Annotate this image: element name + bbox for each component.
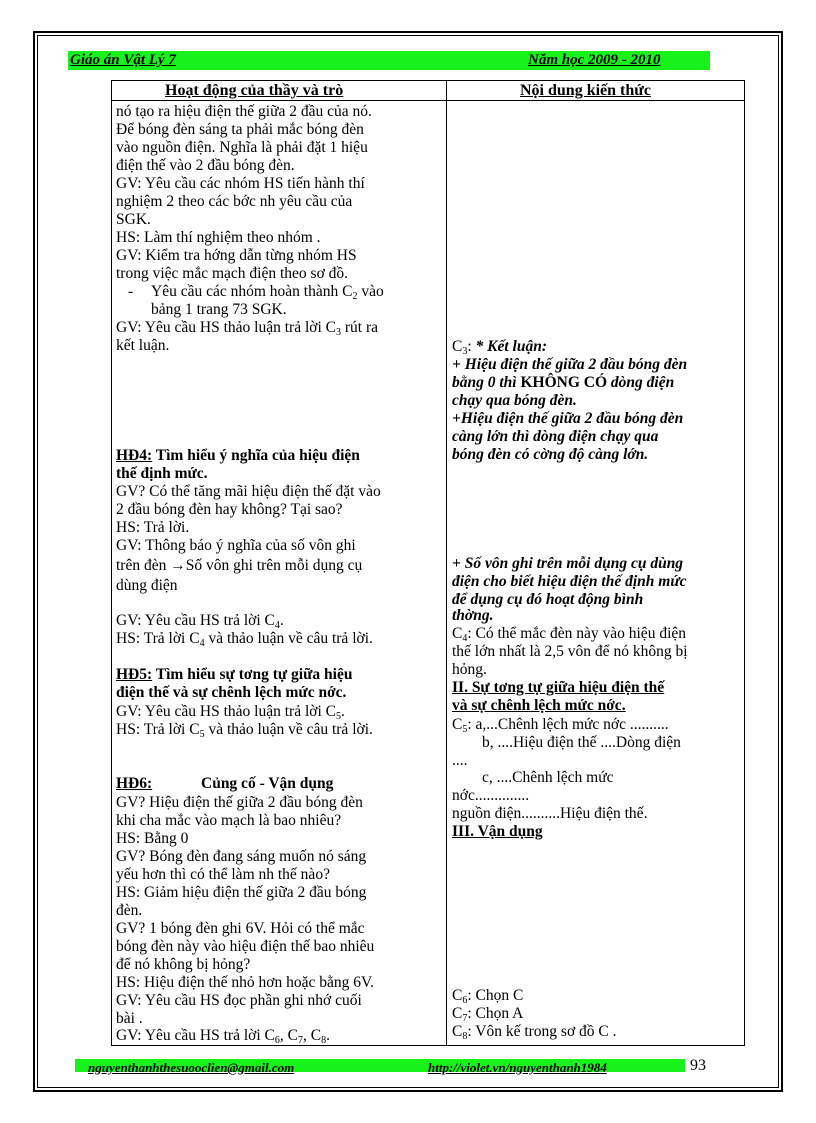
conclusion-line: bóng đèn có cờng độ càng lớn. [452,446,649,463]
c5-answer-c: c, ....Chênh lệch mức [482,769,614,786]
text-line: HS: Bằng 0 [116,830,189,847]
c4-answer-cont: hỏng. [452,661,487,678]
arrow-right-icon: → [170,557,186,574]
text-line: SGK. [116,211,151,228]
conclusion-line: chạy qua bóng đèn. [452,392,577,409]
text-line: trong việc mắc mạch điện theo sơ đồ. [116,265,349,282]
page-number: 93 [690,1057,706,1074]
c7-answer: $C_7$: Chọn A [452,1005,524,1024]
text-line: GV: Yêu cầu HS đọc phần ghi nhớ cuối [116,992,362,1009]
conclusion-line: càng lớn thì dòng điện chạy qua [452,428,659,445]
header-row-rule [111,100,745,101]
conclusion-line: + Hiệu điện thế giữa 2 đầu bóng đèn [452,356,688,373]
text-line: Để bóng đèn sáng ta phải mắc bóng đèn [116,121,364,138]
text-line: nó tạo ra hiệu điện thế giữa 2 đầu của nó. [116,103,372,120]
rated-voltage-line: thờng. [452,607,494,624]
footer-url-link[interactable]: http://violet.vn/nguyenthanh1984 [428,1060,607,1075]
rated-voltage-line: điện cho biết hiệu điện thế định mức [452,573,687,590]
text-line: GV: Yêu cầu các nhóm HS tiến hành thí [116,175,365,192]
c5-answer-b: b, ....Hiệu điện thế ....Dòng điện [482,734,681,751]
c6-answer: $C_6$: Chọn C [452,987,524,1006]
text-line: GV: Yêu cầu HS trả lời $C_4$. [116,612,284,631]
c5-answer-c-cont: nớc.............. [452,787,530,804]
text-line: trên đèn →Số vôn ghi trên mỗi dụng cụ [116,557,363,574]
text-line: khi cha mắc vào mạch là bao nhiêu? [116,812,342,829]
text-line: kết luận. [116,337,170,354]
text-line: vào nguồn điện. Nghĩa là phải đặt 1 hiệu [116,139,368,156]
text-line: GV? Có thể tăng mãi hiệu điện thế đặt vào [116,483,381,500]
text-line: điện thế vào 2 đầu bóng đèn. [116,157,295,174]
c4-answer: $C_4$: Có thể mắc đèn này vào hiệu điện [452,625,687,644]
list-dash: - [128,283,134,300]
text-line: bảng 1 trang 73 SGK. [151,301,287,318]
column-header-activities: Hoạt động của thầy và trò [165,82,344,99]
text-line: HS: Trả lời $C_5$ và thảo luận về câu trả lời. [116,721,373,740]
footer-email-link[interactable]: nguyenthanhthesuooclien@gmail.com [88,1060,295,1075]
text-line: bóng đèn này vào hiệu điện thế bao nhiêu [116,938,375,955]
text-line: 2 đầu bóng đèn hay không? Tại sao? [116,501,343,518]
column-divider [446,80,447,1046]
text-line: HS: Hiệu điện thế nhỏ hơn hoặc bằng 6V. [116,974,375,991]
hd4-heading-cont: thế định mức. [116,465,208,482]
rated-voltage-line: + Số vôn ghi trên mỗi dụng cụ dùng [452,555,684,572]
text-line: để nó không bị hỏng? [116,956,251,973]
text-line: GV? 1 bóng đèn ghi 6V. Hỏi có thể mắc [116,920,365,937]
section-ii-heading: II. Sự tơng tự giữa hiệu điện thế [452,679,665,696]
c5-answer-dots: .... [452,752,468,769]
text-line: HS: Làm thí nghiệm theo nhóm . [116,229,321,246]
text-line: dùng điện [116,577,178,594]
text-line: HS: Giảm hiệu điện thế giữa 2 đầu bóng [116,884,367,901]
hd6-heading: HĐ6: [116,775,153,792]
conclusion-line: +Hiệu điện thế giữa 2 đầu bóng đèn [452,410,684,427]
header-school-year: Năm học 2009 - 2010 [528,52,661,68]
text-line: GV: Yêu cầu HS trả lời $C_6$, $C_7$, $C_8$. [116,1027,330,1046]
column-header-content: Nội dung kiến thức [520,82,651,99]
c4-answer-cont: thế lớn nhất là 2,5 vôn để nó không bị [452,643,688,660]
text-line: GV: Yêu cầu HS thảo luận trả lời $C_3$ rút ra [116,319,378,338]
header-subject: Giáo án Vật Lý 7 [70,52,176,68]
text-line: nghiệm 2 theo các bớc nh yêu cầu của [116,193,353,210]
text-line: đèn. [116,902,143,919]
text-line: bài . [116,1010,143,1027]
hd5-heading-cont: điện thế và sự chênh lệch mức nớc. [116,684,347,701]
c3-conclusion-label: $C_3$: * Kết luận: [452,338,548,357]
conclusion-line: bằng 0 thì KHÔNG CÓ dòng điện [452,374,675,391]
text-line: HS: Trả lời $C_4$ và thảo luận về câu trả lời. [116,630,373,649]
hd4-heading: HĐ4: Tìm hiểu ý nghĩa của hiệu điện [116,447,360,464]
section-ii-heading-cont: và sự chênh lệch mức nớc. [452,697,626,714]
text-line: yếu hơn thì có thể làm nh thế nào? [116,866,330,883]
text-line: HS: Trả lời. [116,519,190,536]
text-line: GV: Kiểm tra hớng dẫn từng nhóm HS [116,247,357,264]
list-item: Yêu cầu các nhóm hoàn thành $C_2$ vào [151,283,384,302]
text-line: GV? Bóng đèn đang sáng muốn nó sáng [116,848,367,865]
c8-answer: $C_8$: Vôn kế trong sơ đồ C . [452,1023,617,1042]
hd5-heading: HĐ5: Tìm hiểu sự tơng tự giữa hiệu [116,666,353,683]
text-line: GV? Hiệu điện thế giữa 2 đầu bóng đèn [116,794,363,811]
hd6-heading-title: Củng cố - Vận dụng [201,775,334,792]
c5-answer-c-cont: nguồn điện..........Hiệu điện thế. [452,805,648,822]
c5-answer: $C_5$: a,...Chênh lệch mức nớc .......... [452,716,669,735]
text-line: GV: Yêu cầu HS thảo luận trả lời $C_5$. [116,703,345,722]
rated-voltage-line: để dụng cụ đó hoạt động bình [452,591,644,608]
section-iii-heading: III. Vận dụng [452,823,543,840]
text-line: GV: Thông báo ý nghĩa của số vôn ghi [116,537,356,554]
